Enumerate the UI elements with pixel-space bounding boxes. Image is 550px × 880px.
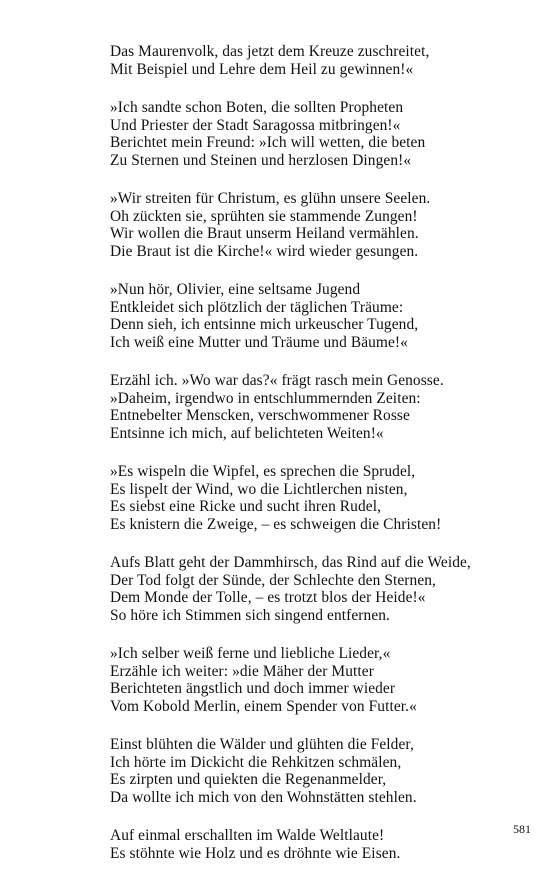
stanza	[110, 43, 530, 78]
poem-line: Auf einmal erschallten im Walde Weltlaute!	[110, 827, 385, 844]
poem-line: Aufs Blatt geht der Dammhirsch, das Rind auf die Weide,	[110, 554, 471, 571]
poem-line: Denn sieh, ich entsinne mich urkeuscher Tugend,	[110, 316, 419, 333]
stanza	[110, 99, 530, 169]
poem-line: Die Braut ist die Kirche!« wird wieder gesungen.	[110, 242, 419, 260]
poem-line: Entnebelter Menscken, verschwommener Rosse	[110, 407, 410, 424]
poem-line: Berichtet mein Freund: »Ich will wetten, die beten	[110, 134, 426, 151]
poem-line: Ich hörte im Dickicht die Rehkitzen schmälen,	[110, 753, 402, 771]
poem-line: »Nun hör, Olivier, eine seltsame Jugend	[110, 281, 361, 298]
poem-line: »Wir streiten für Christum, es glühn unsere Seelen.	[110, 190, 431, 207]
poem-line: Es knistern die Zweige, – es schweigen die Christen!	[110, 515, 442, 533]
poem-line: Berichteten ängstlich und doch immer wieder	[110, 680, 396, 697]
poem-line: Dem Monde der Tolle, – es trotzt blos der Heide!«	[110, 589, 426, 606]
poem-line: »Ich selber weiß ferne und liebliche Lieder,«	[110, 645, 391, 662]
poem-text	[110, 43, 530, 862]
stanza	[110, 554, 530, 624]
poem-line: Entsinne ich mich, auf belichteten Weiten!«	[110, 424, 384, 442]
stanza	[110, 463, 530, 533]
stanza	[110, 281, 530, 351]
poem-line: Es zirpten und quiekten die Regenanmelder,	[110, 771, 387, 788]
poem-line: »Ich sandte schon Boten, die sollten Propheten	[110, 99, 404, 116]
page-number: 581	[513, 822, 531, 836]
poem-line: Erzähl ich. »Wo war das?« frägt rasch mein Genosse.	[110, 372, 444, 389]
poem-line: Und Priester der Stadt Saragossa mitbringen!«	[110, 116, 401, 134]
poem-line: Es stöhnte wie Holz und es dröhnte wie Eisen.	[110, 844, 401, 862]
poem-line: Wir wollen die Braut unserm Heiland vermählen.	[110, 225, 419, 242]
poem-line: Das Maurenvolk, das jetzt dem Kreuze zuschreitet,	[110, 43, 430, 60]
poem-line: »Es wispeln die Wipfel, es sprechen die Sprudel,	[110, 463, 416, 480]
poem-line: Zu Sternen und Steinen und herzlosen Dingen!«	[110, 151, 412, 169]
poem-line: Mit Beispiel und Lehre dem Heil zu gewinnen!«	[110, 60, 414, 78]
poem-line: Ich weiß eine Mutter und Träume und Bäume!«	[110, 333, 408, 351]
poem-line: Einst blühten die Wälder und glühten die Felder,	[110, 736, 414, 753]
poem-line: Erzähle ich weiter: »die Mäher der Mutter	[110, 662, 374, 680]
stanza	[110, 372, 530, 442]
stanza	[110, 736, 530, 806]
poem-line: Oh zückten sie, sprühten sie stammende Zungen!	[110, 207, 418, 225]
stanza	[110, 190, 530, 260]
poem-line: Da wollte ich mich von den Wohnstätten stehlen.	[110, 788, 417, 806]
stanza	[110, 645, 530, 715]
poem-line: Es lispelt der Wind, wo die Lichtlerchen nisten,	[110, 480, 408, 498]
poem-line: Entkleidet sich plötzlich der täglichen Träume:	[110, 298, 404, 316]
stanza	[110, 827, 530, 862]
poem-line: »Daheim, irgendwo in entschlummernden Zeiten:	[110, 389, 421, 407]
poem-line: Vom Kobold Merlin, einem Spender von Futter.«	[110, 697, 417, 715]
poem-line: Der Tod folgt der Sünde, der Schlechte den Sternen,	[110, 571, 436, 589]
poem-line: So höre ich Stimmen sich singend entfernen.	[110, 606, 390, 624]
poem-line: Es siebst eine Ricke und sucht ihren Rudel,	[110, 498, 382, 515]
